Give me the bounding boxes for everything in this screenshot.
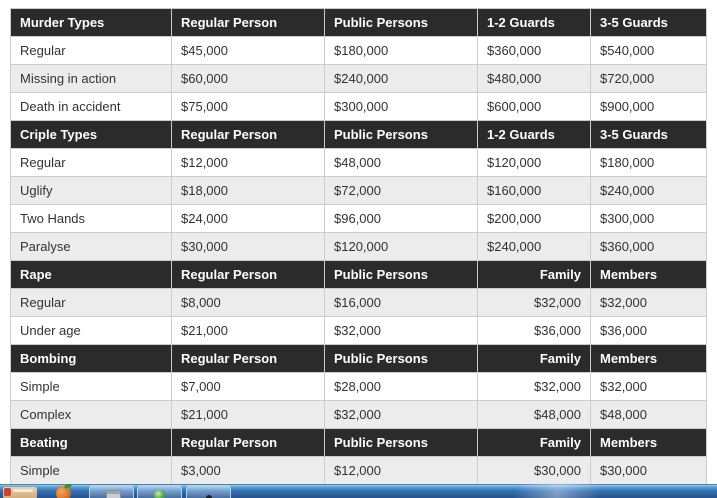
price-cell: $16,000: [325, 289, 478, 317]
table-row: [11, 149, 707, 177]
window-icon: [106, 490, 121, 498]
price-cell: $21,000: [172, 401, 325, 429]
column-header-cell: Family: [478, 429, 591, 457]
price-cell: $30,000: [591, 457, 707, 485]
price-cell: $240,000: [325, 65, 478, 93]
price-cell: $18,000: [172, 177, 325, 205]
price-cell: $160,000: [478, 177, 591, 205]
price-cell: $480,000: [478, 65, 591, 93]
section-title-cell: Rape: [11, 261, 172, 289]
price-cell: $600,000: [478, 93, 591, 121]
row-label-cell: Missing in action: [11, 65, 172, 93]
column-header-cell: Regular Person: [172, 261, 325, 289]
price-cell: $75,000: [172, 93, 325, 121]
price-cell: $24,000: [172, 205, 325, 233]
taskbar-button-browser[interactable]: [137, 485, 182, 498]
column-header-cell: Regular Person: [172, 429, 325, 457]
price-cell: $7,000: [172, 373, 325, 401]
price-cell: $300,000: [325, 93, 478, 121]
price-cell: $72,000: [325, 177, 478, 205]
table-row: [11, 317, 707, 345]
table-row: [11, 457, 707, 485]
column-header-cell: Public Persons: [325, 261, 478, 289]
price-cell: $48,000: [478, 401, 591, 429]
price-cell: $120,000: [478, 149, 591, 177]
column-header-cell: Public Persons: [325, 121, 478, 149]
row-label-cell: Paralyse: [11, 233, 172, 261]
table-row: [11, 37, 707, 65]
price-cell: $32,000: [591, 289, 707, 317]
document-card-icon[interactable]: [3, 487, 37, 498]
table-row: [11, 93, 707, 121]
column-header-cell: Public Persons: [325, 429, 478, 457]
column-header-cell: 3-5 Guards: [591, 121, 707, 149]
price-cell: $48,000: [591, 401, 707, 429]
price-cell: $240,000: [591, 177, 707, 205]
column-header-cell: Public Persons: [325, 345, 478, 373]
column-header-cell: Regular Person: [172, 9, 325, 37]
column-header-cell: Public Persons: [325, 9, 478, 37]
price-cell: $21,000: [172, 317, 325, 345]
price-cell: $300,000: [591, 205, 707, 233]
column-header-cell: Members: [591, 345, 707, 373]
column-header-cell: 1-2 Guards: [478, 121, 591, 149]
table-row: [11, 401, 707, 429]
price-cell: $32,000: [591, 373, 707, 401]
price-cell: $48,000: [325, 149, 478, 177]
row-label-cell: Complex: [11, 401, 172, 429]
price-cell: $36,000: [591, 317, 707, 345]
column-header-cell: Family: [478, 261, 591, 289]
section-title-cell: Beating: [11, 429, 172, 457]
table-row: [11, 65, 707, 93]
section-title-cell: Murder Types: [11, 9, 172, 37]
price-cell: $28,000: [325, 373, 478, 401]
price-cell: $12,000: [325, 457, 478, 485]
globe-icon: [154, 490, 166, 498]
price-cell: $360,000: [478, 37, 591, 65]
price-cell: $120,000: [325, 233, 478, 261]
section-title-cell: Bombing: [11, 345, 172, 373]
price-cell: $8,000: [172, 289, 325, 317]
column-header-cell: 1-2 Guards: [478, 9, 591, 37]
row-label-cell: Simple: [11, 373, 172, 401]
row-label-cell: Regular: [11, 37, 172, 65]
taskbar-button-explorer[interactable]: [89, 485, 134, 498]
price-cell: $540,000: [591, 37, 707, 65]
price-cell: $360,000: [591, 233, 707, 261]
price-cell: $32,000: [325, 401, 478, 429]
column-header-cell: Members: [591, 261, 707, 289]
row-label-cell: Two Hands: [11, 205, 172, 233]
price-cell: $720,000: [591, 65, 707, 93]
table-row: [11, 233, 707, 261]
column-header-cell: Regular Person: [172, 345, 325, 373]
column-header-cell: Regular Person: [172, 121, 325, 149]
price-cell: $12,000: [172, 149, 325, 177]
price-cell: $32,000: [478, 289, 591, 317]
price-cell: $45,000: [172, 37, 325, 65]
price-table-body: [11, 9, 707, 485]
section-header-row: [11, 121, 707, 149]
price-cell: $200,000: [478, 205, 591, 233]
price-cell: $180,000: [591, 149, 707, 177]
row-label-cell: Uglify: [11, 177, 172, 205]
table-row: [11, 205, 707, 233]
table-row: [11, 177, 707, 205]
section-header-row: [11, 429, 707, 457]
price-cell: $32,000: [325, 317, 478, 345]
row-label-cell: Regular: [11, 149, 172, 177]
column-header-cell: 3-5 Guards: [591, 9, 707, 37]
price-cell: $36,000: [478, 317, 591, 345]
price-cell: $30,000: [172, 233, 325, 261]
column-header-cell: Family: [478, 345, 591, 373]
row-label-cell: Death in accident: [11, 93, 172, 121]
column-header-cell: Members: [591, 429, 707, 457]
row-label-cell: Regular: [11, 289, 172, 317]
price-cell: $240,000: [478, 233, 591, 261]
section-header-row: [11, 9, 707, 37]
price-cell: $60,000: [172, 65, 325, 93]
price-cell: $180,000: [325, 37, 478, 65]
section-title-cell: Criple Types: [11, 121, 172, 149]
table-row: [11, 373, 707, 401]
price-cell: $30,000: [478, 457, 591, 485]
row-label-cell: Simple: [11, 457, 172, 485]
price-cell: $32,000: [478, 373, 591, 401]
taskbar: [0, 484, 717, 498]
price-cell: $3,000: [172, 457, 325, 485]
price-table: [10, 8, 707, 485]
section-header-row: [11, 261, 707, 289]
section-header-row: [11, 345, 707, 373]
row-label-cell: Under age: [11, 317, 172, 345]
fruit-icon[interactable]: [56, 486, 71, 498]
price-cell: $96,000: [325, 205, 478, 233]
table-row: [11, 289, 707, 317]
taskbar-button-app[interactable]: [186, 485, 231, 498]
price-cell: $900,000: [591, 93, 707, 121]
taskbar-sheen: [515, 484, 600, 498]
